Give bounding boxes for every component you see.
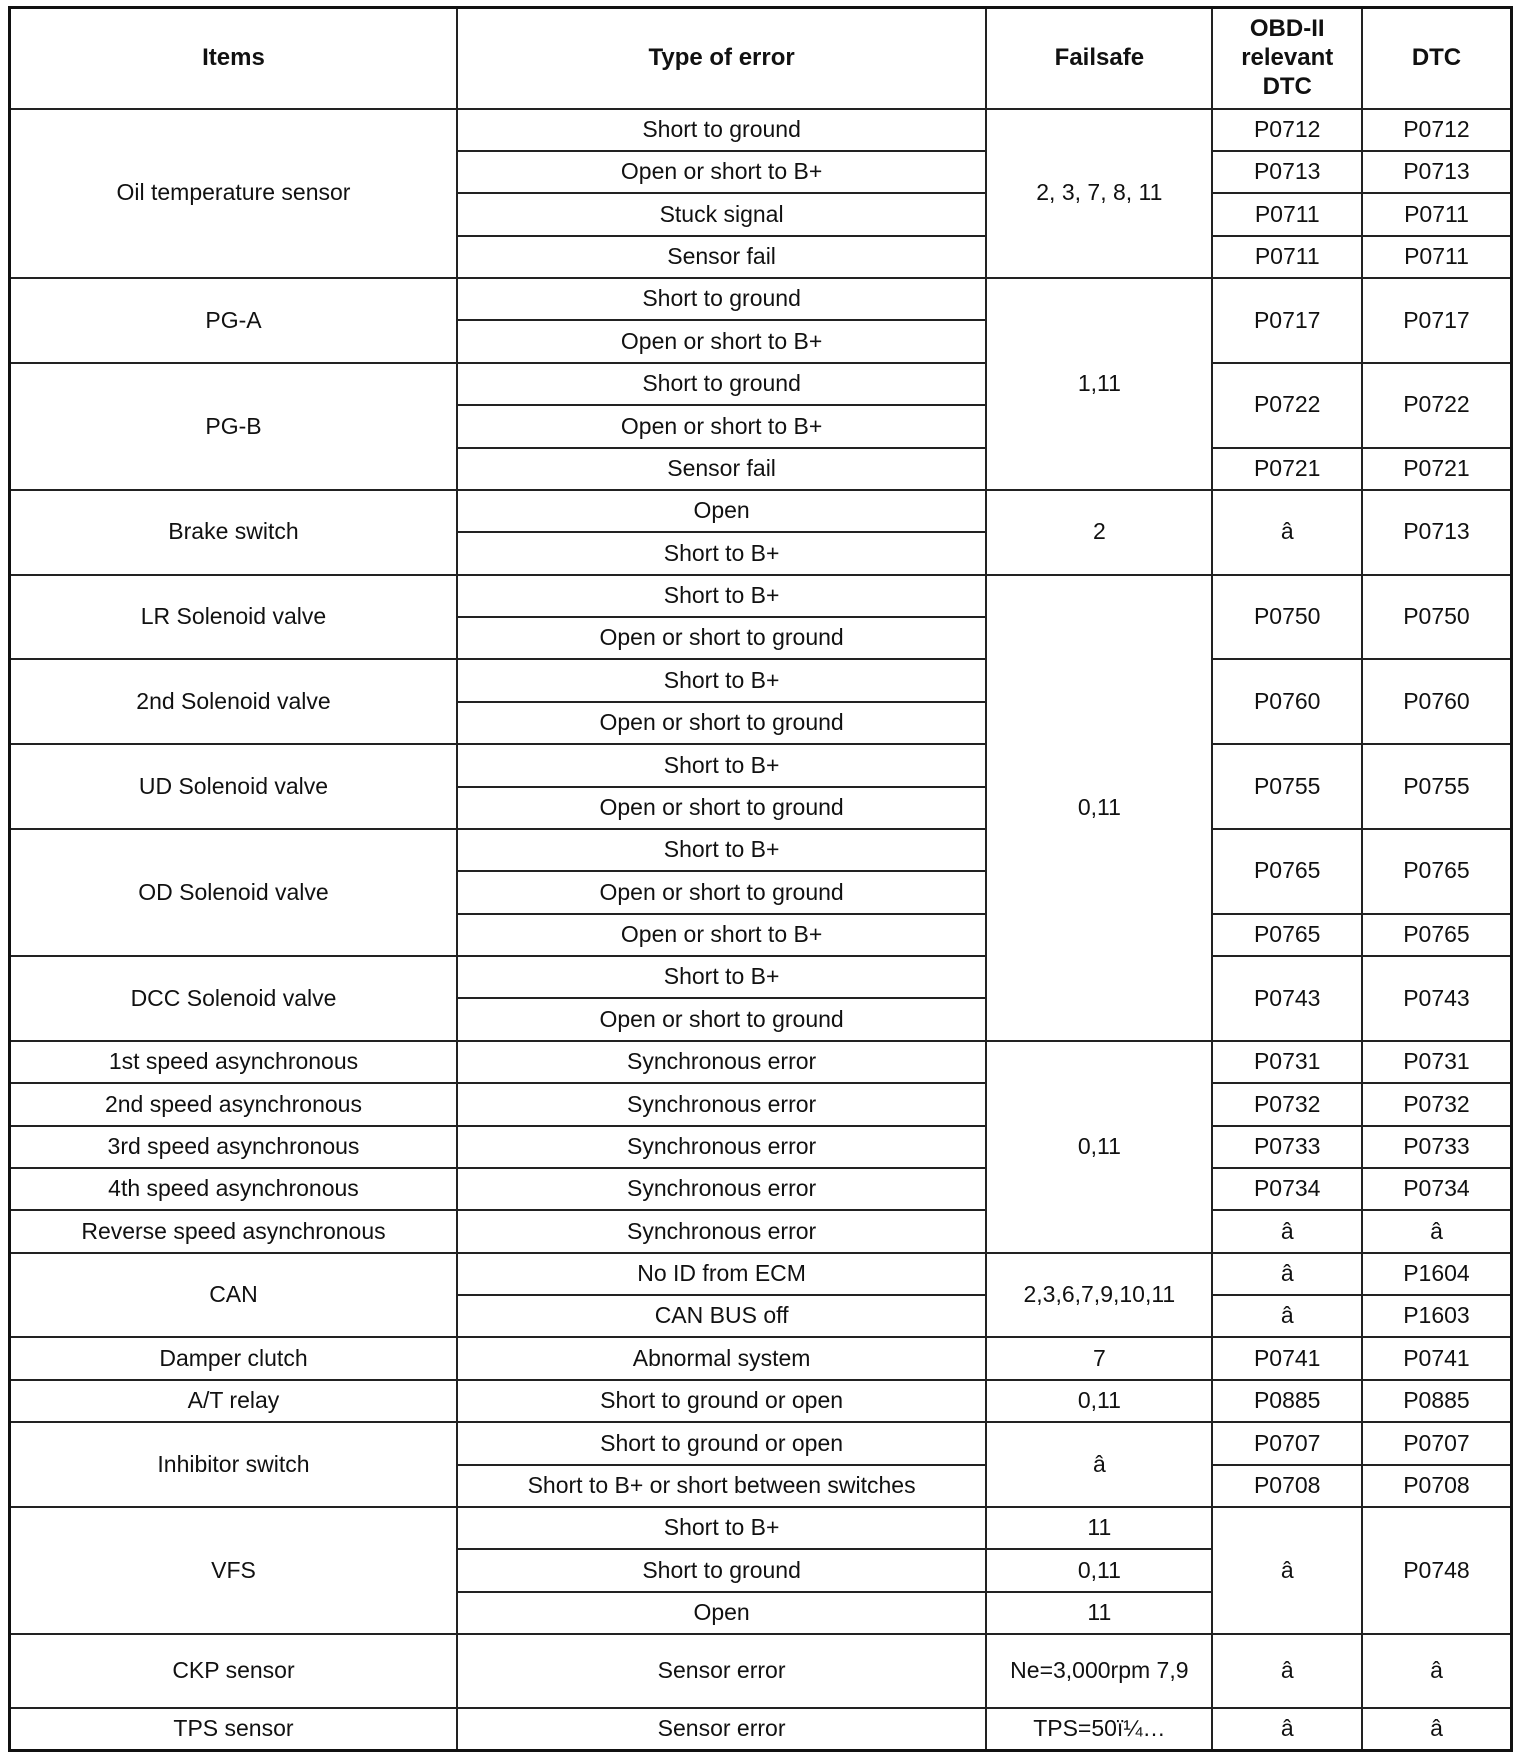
- table-header-row: [10, 8, 1512, 109]
- dtc-code-cell: P0707: [1362, 1422, 1512, 1464]
- obd-code-cell: P0717: [1212, 278, 1361, 363]
- dtc-code-cell: P1604: [1362, 1253, 1512, 1295]
- table-row: [10, 109, 1512, 151]
- obd-code-cell: â: [1212, 490, 1361, 575]
- table-row: [10, 1507, 1512, 1549]
- dtc-code-cell: P0765: [1362, 829, 1512, 914]
- obd-code-cell: P0734: [1212, 1168, 1361, 1210]
- error-type-cell: Sensor error: [457, 1634, 986, 1708]
- dtc-code-cell: â: [1362, 1708, 1512, 1751]
- header-items: Items: [10, 8, 457, 109]
- failsafe-cell: 0,11: [986, 1041, 1212, 1253]
- dtc-code-cell: P1603: [1362, 1295, 1512, 1337]
- obd-code-cell: P0743: [1212, 956, 1361, 1041]
- item-cell: Inhibitor switch: [10, 1422, 457, 1507]
- item-cell: 1st speed asynchronous: [10, 1041, 457, 1083]
- item-cell: PG-B: [10, 363, 457, 490]
- dtc-code-cell: P0732: [1362, 1083, 1512, 1125]
- item-cell: UD Solenoid valve: [10, 744, 457, 829]
- table-row: [10, 1168, 1512, 1210]
- obd-code-cell: â: [1212, 1210, 1361, 1252]
- error-type-cell: Open or short to ground: [457, 871, 986, 913]
- item-cell: Damper clutch: [10, 1337, 457, 1379]
- obd-code-cell: P0711: [1212, 236, 1361, 278]
- table-row: [10, 1634, 1512, 1708]
- error-type-cell: Short to ground: [457, 363, 986, 405]
- item-cell: OD Solenoid valve: [10, 829, 457, 956]
- obd-code-cell: P0711: [1212, 193, 1361, 235]
- error-type-cell: Short to B+: [457, 1507, 986, 1549]
- failsafe-cell: 0,11: [986, 575, 1212, 1041]
- table-row: [10, 659, 1512, 701]
- dtc-code-cell: â: [1362, 1634, 1512, 1708]
- obd-code-cell: â: [1212, 1507, 1361, 1634]
- obd-code-cell: â: [1212, 1634, 1361, 1708]
- error-type-cell: Synchronous error: [457, 1083, 986, 1125]
- dtc-code-cell: P0731: [1362, 1041, 1512, 1083]
- error-type-cell: CAN BUS off: [457, 1295, 986, 1337]
- obd-code-cell: â: [1212, 1253, 1361, 1295]
- header-dtc: DTC: [1362, 8, 1512, 109]
- table-row: [10, 1380, 1512, 1422]
- dtc-code-cell: P0750: [1362, 575, 1512, 660]
- header-failsafe: Failsafe: [986, 8, 1212, 109]
- item-cell: TPS sensor: [10, 1708, 457, 1751]
- dtc-code-cell: P0722: [1362, 363, 1512, 448]
- error-type-cell: Synchronous error: [457, 1126, 986, 1168]
- table-row: [10, 1253, 1512, 1295]
- error-type-cell: Synchronous error: [457, 1041, 986, 1083]
- obd-code-cell: P0722: [1212, 363, 1361, 448]
- dtc-code-cell: P0717: [1362, 278, 1512, 363]
- obd-code-cell: P0731: [1212, 1041, 1361, 1083]
- item-cell: A/T relay: [10, 1380, 457, 1422]
- table-row: [10, 1126, 1512, 1168]
- error-type-cell: Sensor error: [457, 1708, 986, 1751]
- error-type-cell: Short to B+ or short between switches: [457, 1465, 986, 1507]
- failsafe-cell: 2: [986, 490, 1212, 575]
- dtc-code-cell: P0743: [1362, 956, 1512, 1041]
- table-row: [10, 744, 1512, 786]
- item-cell: VFS: [10, 1507, 457, 1634]
- error-type-cell: Open: [457, 1592, 986, 1634]
- table-row: [10, 956, 1512, 998]
- table-row: [10, 1083, 1512, 1125]
- failsafe-cell: Ne=3,000rpm 7,9: [986, 1634, 1212, 1708]
- dtc-code-cell: P0711: [1362, 193, 1512, 235]
- error-type-cell: Short to ground: [457, 1549, 986, 1591]
- item-cell: 2nd Solenoid valve: [10, 659, 457, 744]
- error-type-cell: Open: [457, 490, 986, 532]
- obd-code-cell: P0733: [1212, 1126, 1361, 1168]
- error-type-cell: Synchronous error: [457, 1210, 986, 1252]
- dtc-code-cell: P0733: [1362, 1126, 1512, 1168]
- obd-code-cell: P0885: [1212, 1380, 1361, 1422]
- error-type-cell: Sensor fail: [457, 448, 986, 490]
- item-cell: Reverse speed asynchronous: [10, 1210, 457, 1252]
- error-type-cell: Synchronous error: [457, 1168, 986, 1210]
- obd-code-cell: P0760: [1212, 659, 1361, 744]
- error-type-cell: Open or short to B+: [457, 320, 986, 362]
- failsafe-dtc-table: [8, 6, 1513, 1752]
- dtc-code-cell: P0885: [1362, 1380, 1512, 1422]
- error-type-cell: Abnormal system: [457, 1337, 986, 1379]
- dtc-code-cell: P0741: [1362, 1337, 1512, 1379]
- error-type-cell: Short to ground or open: [457, 1422, 986, 1464]
- error-type-cell: Open or short to ground: [457, 787, 986, 829]
- error-type-cell: Short to B+: [457, 829, 986, 871]
- obd-code-cell: P0732: [1212, 1083, 1361, 1125]
- error-type-cell: Open or short to ground: [457, 998, 986, 1040]
- dtc-code-cell: P0721: [1362, 448, 1512, 490]
- item-cell: PG-A: [10, 278, 457, 363]
- dtc-code-cell: P0765: [1362, 914, 1512, 956]
- dtc-code-cell: P0712: [1362, 109, 1512, 151]
- dtc-code-cell: P0760: [1362, 659, 1512, 744]
- obd-code-cell: P0721: [1212, 448, 1361, 490]
- item-cell: CKP sensor: [10, 1634, 457, 1708]
- table-row: [10, 1041, 1512, 1083]
- error-type-cell: Short to ground: [457, 109, 986, 151]
- dtc-code-cell: P0711: [1362, 236, 1512, 278]
- obd-code-cell: P0755: [1212, 744, 1361, 829]
- item-cell: 3rd speed asynchronous: [10, 1126, 457, 1168]
- obd-code-cell: â: [1212, 1708, 1361, 1751]
- failsafe-cell: 0,11: [986, 1380, 1212, 1422]
- item-cell: CAN: [10, 1253, 457, 1338]
- item-cell: LR Solenoid valve: [10, 575, 457, 660]
- error-type-cell: Open or short to B+: [457, 151, 986, 193]
- dtc-code-cell: P0748: [1362, 1507, 1512, 1634]
- table-row: [10, 363, 1512, 405]
- item-cell: Oil temperature sensor: [10, 109, 457, 279]
- table-row: [10, 1337, 1512, 1379]
- table-row: [10, 575, 1512, 617]
- table-row: [10, 1422, 1512, 1464]
- error-type-cell: Open or short to B+: [457, 405, 986, 447]
- item-cell: 2nd speed asynchronous: [10, 1083, 457, 1125]
- table-row: [10, 490, 1512, 532]
- dtc-code-cell: â: [1362, 1210, 1512, 1252]
- header-type-of-error: Type of error: [457, 8, 986, 109]
- failsafe-cell: 2, 3, 7, 8, 11: [986, 109, 1212, 279]
- obd-code-cell: P0708: [1212, 1465, 1361, 1507]
- dtc-code-cell: P0755: [1362, 744, 1512, 829]
- obd-code-cell: P0712: [1212, 109, 1361, 151]
- dtc-code-cell: P0708: [1362, 1465, 1512, 1507]
- table-row: [10, 1210, 1512, 1252]
- table-row: [10, 1708, 1512, 1751]
- error-type-cell: Open or short to ground: [457, 617, 986, 659]
- error-type-cell: Short to ground or open: [457, 1380, 986, 1422]
- header-obd-relevant-dtc: OBD-II relevant DTC: [1212, 8, 1361, 109]
- dtc-code-cell: P0734: [1362, 1168, 1512, 1210]
- error-type-cell: Sensor fail: [457, 236, 986, 278]
- error-type-cell: Short to ground: [457, 278, 986, 320]
- dtc-code-cell: P0713: [1362, 151, 1512, 193]
- obd-code-cell: P0765: [1212, 914, 1361, 956]
- obd-code-cell: P0713: [1212, 151, 1361, 193]
- error-type-cell: Open or short to ground: [457, 702, 986, 744]
- dtc-code-cell: P0713: [1362, 490, 1512, 575]
- failsafe-cell: 1,11: [986, 278, 1212, 490]
- table-row: [10, 829, 1512, 871]
- failsafe-cell: TPS=50ï¼…: [986, 1708, 1212, 1751]
- failsafe-cell: 2,3,6,7,9,10,11: [986, 1253, 1212, 1338]
- item-cell: Brake switch: [10, 490, 457, 575]
- failsafe-cell: 7: [986, 1337, 1212, 1379]
- obd-code-cell: â: [1212, 1295, 1361, 1337]
- table-row: [10, 278, 1512, 320]
- error-type-cell: Short to B+: [457, 575, 986, 617]
- error-type-cell: Short to B+: [457, 744, 986, 786]
- failsafe-cell: 0,11: [986, 1549, 1212, 1591]
- obd-code-cell: P0741: [1212, 1337, 1361, 1379]
- obd-code-cell: P0765: [1212, 829, 1361, 914]
- error-type-cell: No ID from ECM: [457, 1253, 986, 1295]
- failsafe-cell: 11: [986, 1592, 1212, 1634]
- obd-code-cell: P0750: [1212, 575, 1361, 660]
- error-type-cell: Stuck signal: [457, 193, 986, 235]
- error-type-cell: Open or short to B+: [457, 914, 986, 956]
- obd-code-cell: P0707: [1212, 1422, 1361, 1464]
- failsafe-cell: â: [986, 1422, 1212, 1507]
- error-type-cell: Short to B+: [457, 659, 986, 701]
- failsafe-cell: 11: [986, 1507, 1212, 1549]
- item-cell: DCC Solenoid valve: [10, 956, 457, 1041]
- error-type-cell: Short to B+: [457, 532, 986, 574]
- item-cell: 4th speed asynchronous: [10, 1168, 457, 1210]
- error-type-cell: Short to B+: [457, 956, 986, 998]
